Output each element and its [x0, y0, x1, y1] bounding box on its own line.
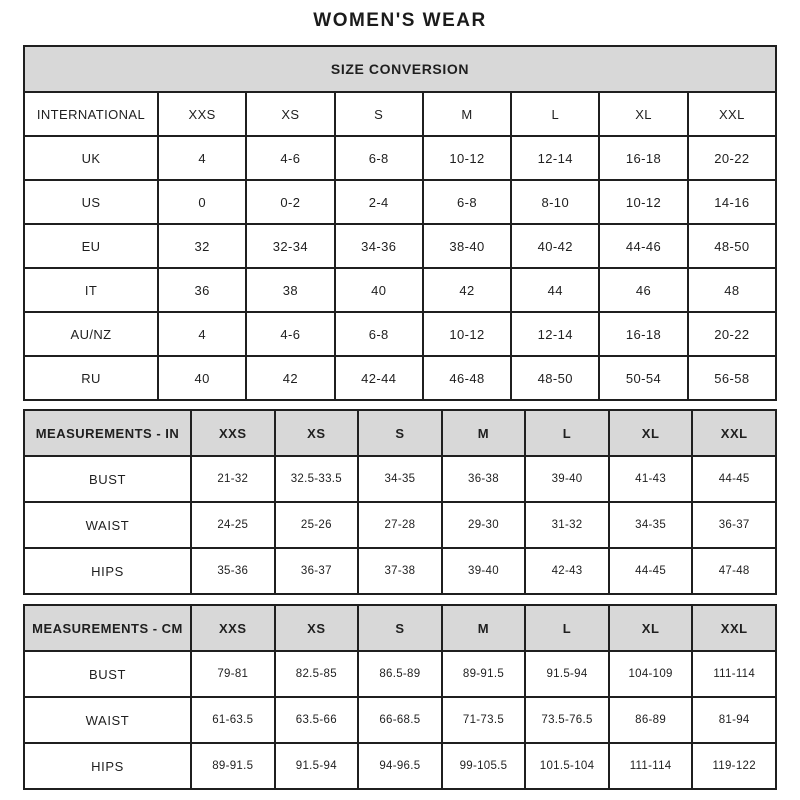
size-value-ru-s: 42-44 [335, 356, 423, 400]
measurements-in-row-bust [24, 456, 776, 502]
size-conversion-table [23, 45, 777, 401]
row-label-it: IT [24, 268, 158, 312]
size-conversion-row-ru [24, 356, 776, 400]
size-value-ru-xl: 50-54 [599, 356, 687, 400]
size-conversion-col-header-xxl: XXL [688, 92, 776, 136]
measurements-cm-col-header-l: L [525, 605, 609, 651]
size-value-eu-m: 38-40 [423, 224, 511, 268]
size-value-au-nz-s: 6-8 [335, 312, 423, 356]
measurements-in-value-bust-m: 36-38 [442, 456, 526, 502]
size-value-us-xxs: 0 [158, 180, 246, 224]
size-value-uk-m: 10-12 [423, 136, 511, 180]
size-value-it-s: 40 [335, 268, 423, 312]
size-value-ru-xs: 42 [246, 356, 334, 400]
size-conversion-col-header-s: S [335, 92, 423, 136]
measurements-cm-row-bust [24, 651, 776, 697]
measurements-in-row-label-waist: WAIST [24, 502, 191, 548]
measurements-cm-value-bust-s: 86.5-89 [358, 651, 442, 697]
measurements-cm-header-row [24, 605, 776, 651]
measurements-in-value-bust-l: 39-40 [525, 456, 609, 502]
size-value-eu-xxl: 48-50 [688, 224, 776, 268]
size-conversion-row-us [24, 180, 776, 224]
size-conversion-column-header-row [24, 92, 776, 136]
measurements-cm-value-bust-l: 91.5-94 [525, 651, 609, 697]
measurements-in-value-bust-xl: 41-43 [609, 456, 693, 502]
size-value-eu-xl: 44-46 [599, 224, 687, 268]
measurements-cm-table [23, 604, 777, 790]
size-value-uk-s: 6-8 [335, 136, 423, 180]
measurements-cm-value-hips-xs: 91.5-94 [275, 743, 359, 789]
measurements-in-value-hips-xxs: 35-36 [191, 548, 275, 594]
measurements-in-value-hips-xxl: 47-48 [692, 548, 776, 594]
page-title: WOMEN'S WEAR [313, 10, 487, 31]
size-value-it-xxl: 48 [688, 268, 776, 312]
size-conversion-col-header-xl: XL [599, 92, 687, 136]
measurements-in-table [23, 409, 777, 595]
measurements-cm-col-header-xxl: XXL [692, 605, 776, 651]
measurements-cm-row-hips [24, 743, 776, 789]
measurements-cm-value-hips-xxl: 119-122 [692, 743, 776, 789]
size-value-eu-xs: 32-34 [246, 224, 334, 268]
size-value-ru-xxs: 40 [158, 356, 246, 400]
measurements-cm-col-header-xl: XL [609, 605, 693, 651]
measurements-cm-col-header-m: M [442, 605, 526, 651]
size-value-eu-s: 34-36 [335, 224, 423, 268]
size-value-us-m: 6-8 [423, 180, 511, 224]
measurements-cm-col-header-xs: XS [275, 605, 359, 651]
size-value-ru-xxl: 56-58 [688, 356, 776, 400]
size-conversion-row-eu [24, 224, 776, 268]
measurements-in-col-header-xxs: XXS [191, 410, 275, 456]
row-label-eu: EU [24, 224, 158, 268]
measurements-in-header-label: MEASUREMENTS - IN [24, 410, 191, 456]
measurements-cm-value-waist-l: 73.5-76.5 [525, 697, 609, 743]
measurements-in-col-header-l: L [525, 410, 609, 456]
size-conversion-body [24, 46, 776, 400]
measurements-in-row-waist [24, 502, 776, 548]
measurements-cm-value-hips-m: 99-105.5 [442, 743, 526, 789]
measurements-cm-value-waist-xxs: 61-63.5 [191, 697, 275, 743]
row-label-us: US [24, 180, 158, 224]
measurements-in-body [24, 410, 776, 594]
size-value-it-l: 44 [511, 268, 599, 312]
measurements-in-value-waist-m: 29-30 [442, 502, 526, 548]
size-conversion-banner: SIZE CONVERSION [24, 46, 776, 92]
measurements-in-value-hips-s: 37-38 [358, 548, 442, 594]
measurements-in-col-header-xs: XS [275, 410, 359, 456]
size-value-it-xxs: 36 [158, 268, 246, 312]
size-value-us-xxl: 14-16 [688, 180, 776, 224]
size-value-au-nz-m: 10-12 [423, 312, 511, 356]
size-conversion-col-header-xs: XS [246, 92, 334, 136]
measurements-in-col-header-m: M [442, 410, 526, 456]
measurements-cm-body [24, 605, 776, 789]
size-value-it-xl: 46 [599, 268, 687, 312]
measurements-cm-value-waist-xxl: 81-94 [692, 697, 776, 743]
measurements-cm-header-label: MEASUREMENTS - CM [24, 605, 191, 651]
size-value-ru-m: 46-48 [423, 356, 511, 400]
measurements-cm-value-bust-xs: 82.5-85 [275, 651, 359, 697]
size-value-uk-l: 12-14 [511, 136, 599, 180]
measurements-in-header-row [24, 410, 776, 456]
measurements-cm-col-header-s: S [358, 605, 442, 651]
size-value-us-xs: 0-2 [246, 180, 334, 224]
size-value-uk-xxl: 20-22 [688, 136, 776, 180]
size-value-eu-xxs: 32 [158, 224, 246, 268]
measurements-cm-value-hips-xxs: 89-91.5 [191, 743, 275, 789]
size-value-it-xs: 38 [246, 268, 334, 312]
size-value-au-nz-xs: 4-6 [246, 312, 334, 356]
measurements-in-value-waist-xxl: 36-37 [692, 502, 776, 548]
row-label-uk: UK [24, 136, 158, 180]
size-conversion-col-header-m: M [423, 92, 511, 136]
measurements-in-row-hips [24, 548, 776, 594]
measurements-in-value-waist-xxs: 24-25 [191, 502, 275, 548]
measurements-in-col-header-xl: XL [609, 410, 693, 456]
row-label-au-nz: AU/NZ [24, 312, 158, 356]
measurements-in-value-hips-l: 42-43 [525, 548, 609, 594]
measurements-cm-row-label-waist: WAIST [24, 697, 191, 743]
size-value-uk-xxs: 4 [158, 136, 246, 180]
size-value-au-nz-xxs: 4 [158, 312, 246, 356]
size-conversion-row-uk [24, 136, 776, 180]
measurements-cm-value-waist-xs: 63.5-66 [275, 697, 359, 743]
size-value-us-s: 2-4 [335, 180, 423, 224]
size-value-uk-xl: 16-18 [599, 136, 687, 180]
measurements-in-value-bust-xxl: 44-45 [692, 456, 776, 502]
measurements-cm-value-bust-xl: 104-109 [609, 651, 693, 697]
size-value-uk-xs: 4-6 [246, 136, 334, 180]
measurements-cm-value-hips-xl: 111-114 [609, 743, 693, 789]
measurements-in-value-hips-xs: 36-37 [275, 548, 359, 594]
measurements-in-value-hips-xl: 44-45 [609, 548, 693, 594]
size-conversion-banner-row [24, 46, 776, 92]
size-value-au-nz-l: 12-14 [511, 312, 599, 356]
measurements-in-value-bust-xs: 32.5-33.5 [275, 456, 359, 502]
measurements-cm-row-label-hips: HIPS [24, 743, 191, 789]
measurements-in-col-header-s: S [358, 410, 442, 456]
size-value-it-m: 42 [423, 268, 511, 312]
size-value-ru-l: 48-50 [511, 356, 599, 400]
measurements-in-value-bust-xxs: 21-32 [191, 456, 275, 502]
measurements-cm-value-hips-s: 94-96.5 [358, 743, 442, 789]
measurements-cm-value-bust-m: 89-91.5 [442, 651, 526, 697]
measurements-in-row-label-hips: HIPS [24, 548, 191, 594]
measurements-cm-col-header-xxs: XXS [191, 605, 275, 651]
size-conversion-col-header-xxs: XXS [158, 92, 246, 136]
size-conversion-row-it [24, 268, 776, 312]
size-conversion-col-header-l: L [511, 92, 599, 136]
size-conversion-col-header-international: INTERNATIONAL [24, 92, 158, 136]
row-label-ru: RU [24, 356, 158, 400]
measurements-in-value-waist-l: 31-32 [525, 502, 609, 548]
measurements-cm-value-waist-m: 71-73.5 [442, 697, 526, 743]
measurements-cm-value-bust-xxl: 111-114 [692, 651, 776, 697]
measurements-in-value-waist-s: 27-28 [358, 502, 442, 548]
measurements-cm-row-label-bust: BUST [24, 651, 191, 697]
measurements-cm-value-waist-xl: 86-89 [609, 697, 693, 743]
size-value-us-l: 8-10 [511, 180, 599, 224]
size-conversion-row-au-nz [24, 312, 776, 356]
measurements-in-value-hips-m: 39-40 [442, 548, 526, 594]
measurements-in-value-waist-xl: 34-35 [609, 502, 693, 548]
measurements-in-col-header-xxl: XXL [692, 410, 776, 456]
size-value-eu-l: 40-42 [511, 224, 599, 268]
measurements-cm-value-waist-s: 66-68.5 [358, 697, 442, 743]
measurements-cm-value-bust-xxs: 79-81 [191, 651, 275, 697]
measurements-cm-value-hips-l: 101.5-104 [525, 743, 609, 789]
size-value-au-nz-xl: 16-18 [599, 312, 687, 356]
measurements-cm-row-waist [24, 697, 776, 743]
measurements-in-row-label-bust: BUST [24, 456, 191, 502]
measurements-in-value-waist-xs: 25-26 [275, 502, 359, 548]
size-value-us-xl: 10-12 [599, 180, 687, 224]
size-value-au-nz-xxl: 20-22 [688, 312, 776, 356]
measurements-in-value-bust-s: 34-35 [358, 456, 442, 502]
